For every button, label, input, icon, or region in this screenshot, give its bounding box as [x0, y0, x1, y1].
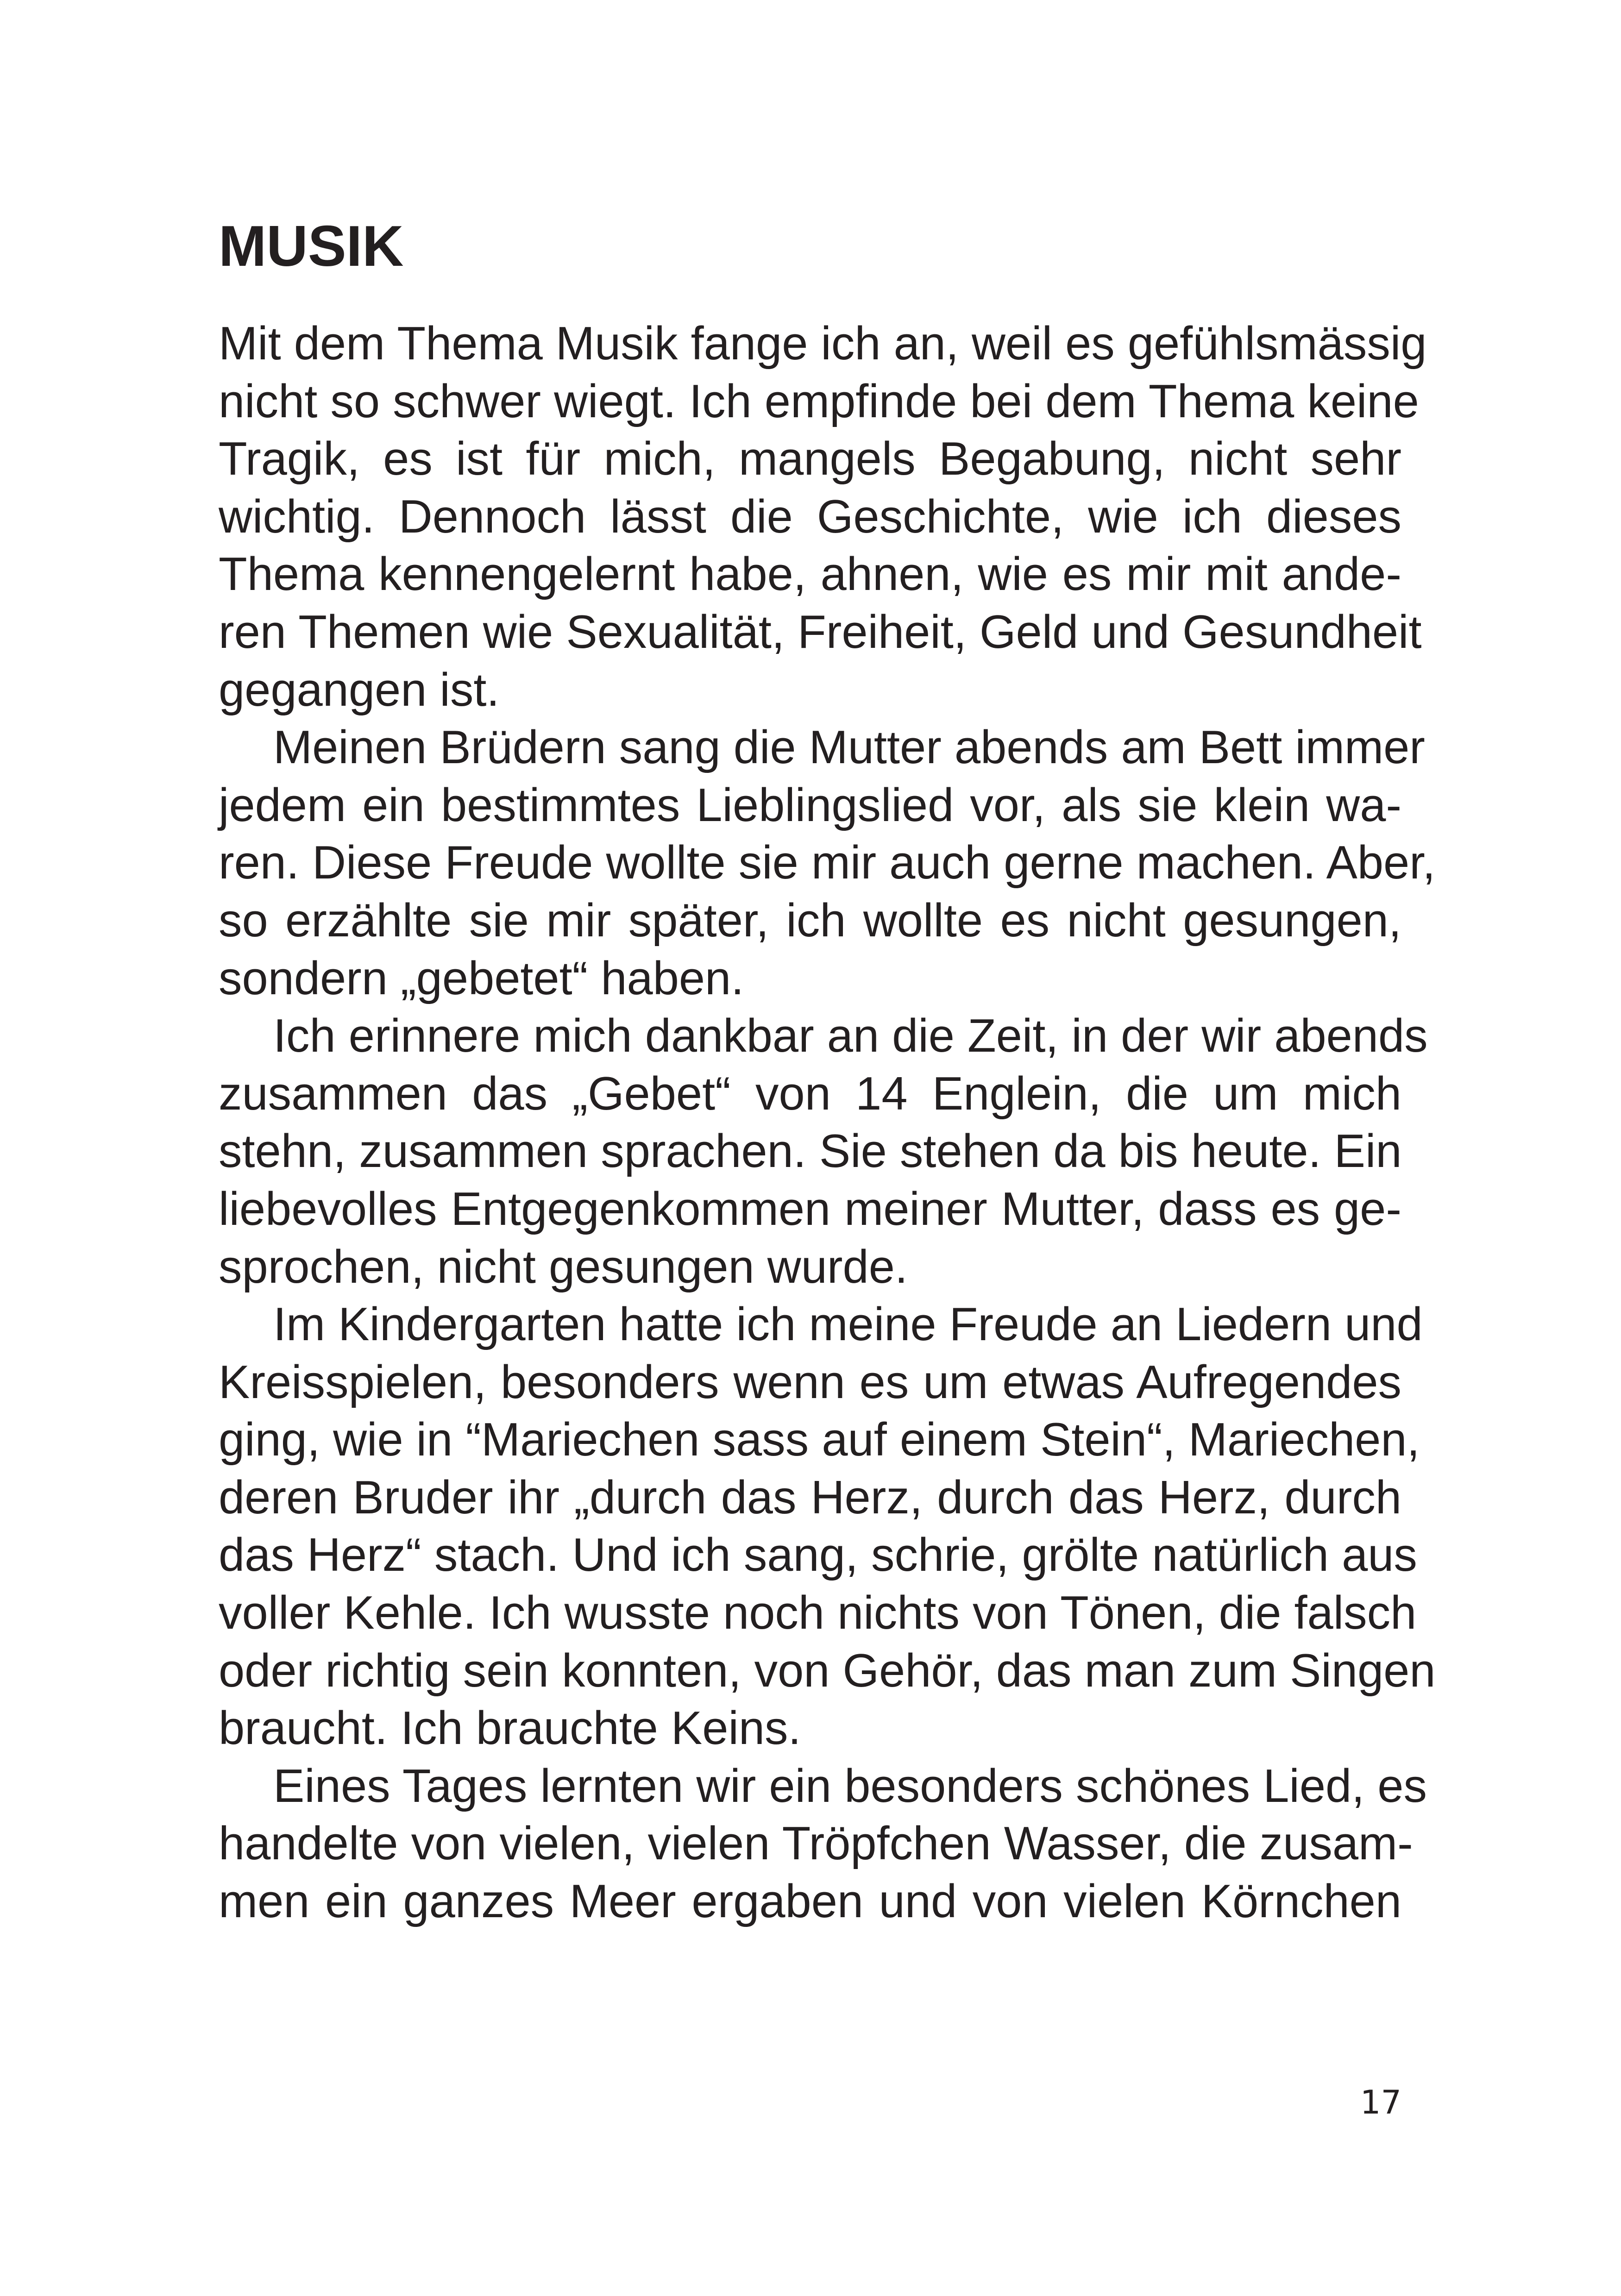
paragraph-1 — [219, 315, 1427, 719]
text-line: stehn, zusammen sprachen. Sie stehen da bis heute. Ein — [219, 1125, 1402, 1178]
body-text — [219, 315, 1436, 1931]
text-line: das Herz“ stach. Und ich sang, schrie, grölte natürlich aus — [219, 1529, 1417, 1581]
paragraph-5 — [219, 1757, 1427, 1931]
page-number: 17 — [1360, 2083, 1401, 2121]
text-line: men ein ganzes Meer ergaben und von vielen Körnchen — [219, 1876, 1401, 1928]
text-line: liebevolles Entgegenkommen meiner Mutter, dass es ge- — [219, 1183, 1401, 1235]
text-line: handelte von vielen, vielen Tröpfchen Wasser, die zusam- — [219, 1818, 1413, 1870]
chapter-heading: MUSIK — [219, 214, 404, 278]
paragraph-2 — [219, 719, 1436, 1007]
text-line: voller Kehle. Ich wusste noch nichts von Tönen, die falsch — [219, 1587, 1417, 1639]
text-line: Mit dem Thema Musik fange ich an, weil es gefühlsmässig — [219, 318, 1427, 370]
text-line: Kreisspielen, besonders wenn es um etwas Aufregendes — [219, 1356, 1401, 1408]
text-line: Meinen Brüdern sang die Mutter abends am Bett immer — [273, 721, 1425, 774]
text-line: deren Bruder ihr „durch das Herz, durch das Herz, durch — [219, 1471, 1401, 1524]
text-line: so erzählte sie mir später, ich wollte es nicht gesungen, — [219, 894, 1401, 947]
text-line: Eines Tages lernten wir ein besonders schönes Lied, es — [273, 1760, 1427, 1812]
paragraph-4 — [219, 1296, 1436, 1757]
text-line: Im Kindergarten hatte ich meine Freude an Liedern und — [273, 1299, 1423, 1351]
text-line: jedem ein bestimmtes Lieblingslied vor, als sie klein wa- — [219, 779, 1401, 831]
paragraph-3 — [219, 1007, 1428, 1296]
text-line: gegangen ist. — [219, 664, 500, 716]
text-line: oder richtig sein konnten, von Gehör, das man zum Singen — [219, 1644, 1436, 1697]
text-line: ren Themen wie Sexualität, Freiheit, Geld und Gesundheit — [219, 606, 1422, 658]
text-line: Ich erinnere mich dankbar an die Zeit, in der wir abends — [273, 1010, 1428, 1062]
text-line: nicht so schwer wiegt. Ich empfinde bei dem Thema keine — [219, 375, 1419, 427]
text-line: braucht. Ich brauchte Keins. — [219, 1702, 801, 1755]
text-line: ren. Diese Freude wollte sie mir auch gerne machen. Aber, — [219, 837, 1436, 889]
text-line: ging, wie in “Mariechen sass auf einem Stein“, Mariechen, — [219, 1414, 1420, 1466]
text-line: Tragik, es ist für mich, mangels Begabung, nicht sehr — [219, 433, 1401, 485]
text-line: wichtig. Dennoch lässt die Geschichte, wie ich dieses — [219, 490, 1401, 543]
text-line: zusammen das „Gebet“ von 14 Englein, die um mich — [219, 1067, 1401, 1120]
text-line: sondern „gebetet“ haben. — [219, 952, 744, 1004]
text-line: sprochen, nicht gesungen wurde. — [219, 1241, 908, 1293]
text-line: Thema kennengelernt habe, ahnen, wie es mir mit ande- — [219, 548, 1401, 601]
